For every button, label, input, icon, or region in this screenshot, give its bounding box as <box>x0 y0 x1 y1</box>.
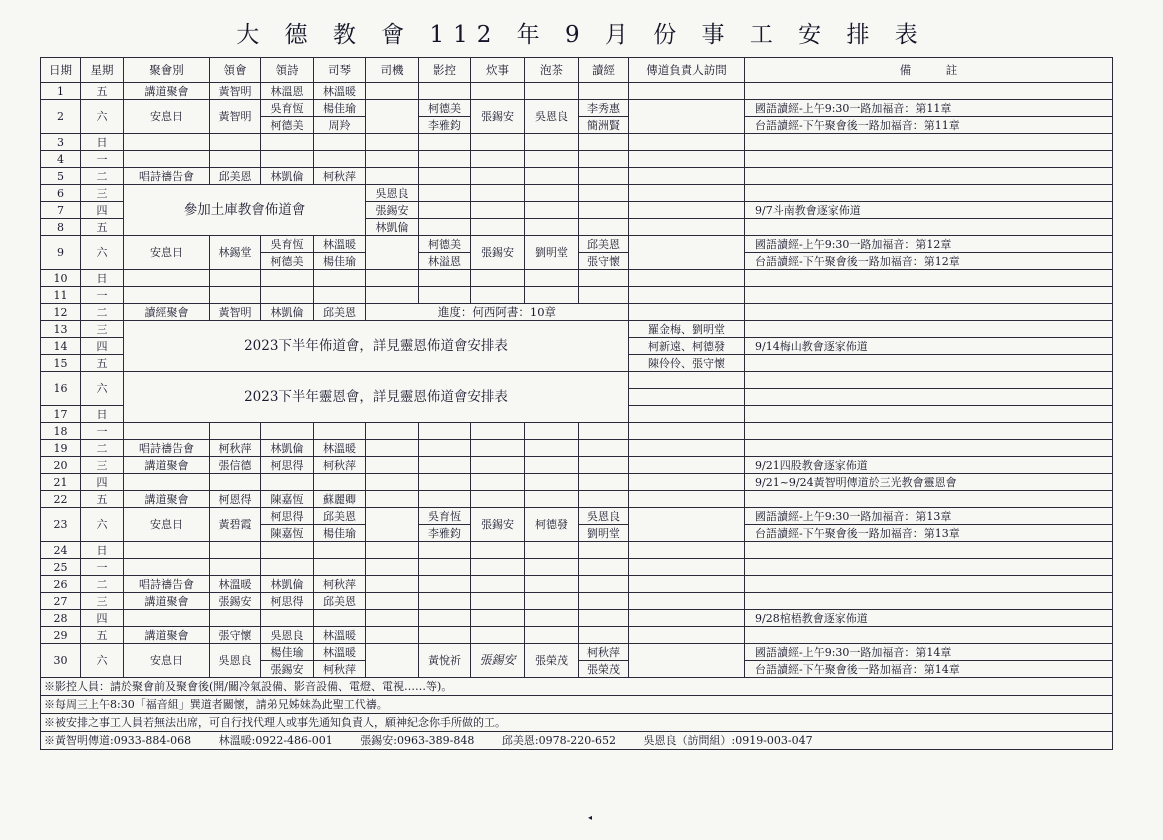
weekday-cell: 日 <box>81 542 124 559</box>
table-row <box>41 610 1113 627</box>
weekday-cell: 三 <box>81 457 124 474</box>
leader-cell: 張錫安 <box>210 593 261 610</box>
date-cell: 20 <box>41 457 81 474</box>
song-leader-cell: 吳育恆 <box>261 236 314 253</box>
meeting-cell: 安息日 <box>124 236 210 270</box>
table-row <box>41 304 1113 321</box>
date-cell: 21 <box>41 474 81 491</box>
date-cell: 15 <box>41 355 81 372</box>
cooking-cell: 張錫安 <box>471 644 525 678</box>
table-row <box>41 134 1113 151</box>
header-row <box>41 58 1113 83</box>
note-cell: 9/21~9/24黃智明傳道於三光教會靈恩會 <box>745 474 1113 491</box>
date-cell: 5 <box>41 168 81 185</box>
col-header-driver: 司機 <box>366 58 419 83</box>
weekday-cell: 五 <box>81 627 124 644</box>
av-cell: 黃悅祈 <box>419 644 471 678</box>
weekday-cell: 一 <box>81 287 124 304</box>
note-cell: 9/21四股教會逐家佈道 <box>745 457 1113 474</box>
merged-event-cell: 參加土庫教會佈道會 <box>124 185 366 236</box>
weekday-cell: 一 <box>81 151 124 168</box>
date-cell: 9 <box>41 236 81 270</box>
date-cell: 19 <box>41 440 81 457</box>
date-cell: 24 <box>41 542 81 559</box>
date-cell: 13 <box>41 321 81 338</box>
table-row <box>41 457 1113 474</box>
contact-item: 吳恩良（訪問組）:0919-003-047 <box>643 734 813 747</box>
weekday-cell: 三 <box>81 593 124 610</box>
weekday-cell: 四 <box>81 474 124 491</box>
song-leader-cell: 林凱倫 <box>261 440 314 457</box>
weekday-cell: 二 <box>81 440 124 457</box>
note-cell: 台語讀經-下午聚會後一路加福音：第11章 <box>745 117 1113 134</box>
meeting-cell: 唱詩禱告會 <box>124 440 210 457</box>
col-header-date: 日期 <box>41 58 81 83</box>
reading-cell: 劉明堂 <box>579 525 629 542</box>
table-row <box>41 287 1113 304</box>
table-row <box>41 474 1113 491</box>
song-leader-cell: 柯德美 <box>261 117 314 134</box>
pianist-cell: 楊佳瑜 <box>314 100 366 117</box>
song-leader-cell: 柯德美 <box>261 253 314 270</box>
av-cell: 李雅鈞 <box>419 525 471 542</box>
note-cell: 台語讀經-下午聚會後一路加福音：第14章 <box>745 661 1113 678</box>
table-row <box>41 270 1113 287</box>
contact-item: 林溫暖:0922-486-001 <box>218 734 333 747</box>
col-header-reading: 讀經 <box>579 58 629 83</box>
contact-item: ※黃智明傳道:0933-884-068 <box>44 734 192 747</box>
song-leader-cell: 柯思得 <box>261 457 314 474</box>
table-row <box>41 168 1113 185</box>
song-leader-cell: 林凱倫 <box>261 168 314 185</box>
footer-row <box>41 696 1113 714</box>
weekday-cell: 六 <box>81 372 124 406</box>
av-cell: 吳育恆 <box>419 508 471 525</box>
meeting-cell: 唱詩禱告會 <box>124 576 210 593</box>
weekday-cell: 日 <box>81 270 124 287</box>
date-cell: 27 <box>41 593 81 610</box>
col-header-cooking: 炊事 <box>471 58 525 83</box>
table-row <box>41 236 1113 253</box>
table-row <box>41 542 1113 559</box>
footer-contacts <box>41 732 1113 750</box>
weekday-cell: 一 <box>81 423 124 440</box>
song-leader-cell: 張錫安 <box>261 661 314 678</box>
pianist-cell: 林溫暖 <box>314 83 366 100</box>
song-leader-cell: 吳恩良 <box>261 627 314 644</box>
reading-cell: 張守懷 <box>579 253 629 270</box>
date-cell: 18 <box>41 423 81 440</box>
table-row <box>41 423 1113 440</box>
weekday-cell: 三 <box>81 321 124 338</box>
date-cell: 16 <box>41 372 81 406</box>
tea-cell: 劉明堂 <box>525 236 579 270</box>
col-header-weekday: 星期 <box>81 58 124 83</box>
date-cell: 14 <box>41 338 81 355</box>
driver-cell: 張錫安 <box>366 202 419 219</box>
weekday-cell: 日 <box>81 406 124 423</box>
date-cell: 2 <box>41 100 81 134</box>
table-row <box>41 151 1113 168</box>
note-cell: 9/14梅山教會逐家佈道 <box>745 338 1113 355</box>
pianist-cell: 林溫暖 <box>314 236 366 253</box>
av-cell: 林溢恩 <box>419 253 471 270</box>
song-leader-cell: 吳育恆 <box>261 100 314 117</box>
note-cell: 台語讀經-下午聚會後一路加福音：第13章 <box>745 525 1113 542</box>
col-header-visit: 傳道負責人訪問 <box>629 58 745 83</box>
song-leader-cell: 陳嘉恆 <box>261 525 314 542</box>
note-cell: 9/28棺梧教會逐家佈道 <box>745 610 1113 627</box>
weekday-cell: 日 <box>81 134 124 151</box>
date-cell: 23 <box>41 508 81 542</box>
note-cell: 9/7斗南教會逐家佈道 <box>745 202 1113 219</box>
date-cell: 6 <box>41 185 81 202</box>
table-row <box>41 372 1113 389</box>
weekday-cell: 五 <box>81 355 124 372</box>
table-row <box>41 185 1113 202</box>
weekday-cell: 二 <box>81 304 124 321</box>
pianist-cell: 周羚 <box>314 117 366 134</box>
pianist-cell: 林溫暖 <box>314 627 366 644</box>
table-row <box>41 100 1113 117</box>
reading-cell: 吳恩良 <box>579 508 629 525</box>
pianist-cell: 邱美恩 <box>314 508 366 525</box>
table-row <box>41 83 1113 100</box>
leader-cell: 柯恩得 <box>210 491 261 508</box>
col-header-notes: 備 註 <box>745 58 1113 83</box>
table-row <box>41 491 1113 508</box>
leader-cell: 黃智明 <box>210 100 261 134</box>
cooking-cell: 張錫安 <box>471 100 525 134</box>
meeting-cell: 講道聚會 <box>124 627 210 644</box>
meeting-cell: 安息日 <box>124 644 210 678</box>
leader-cell: 吳恩良 <box>210 644 261 678</box>
note-cell: 國語讀經-上午9:30一路加福音：第11章 <box>745 100 1113 117</box>
driver-cell: 林凱倫 <box>366 219 419 236</box>
pianist-cell: 蘇麗卿 <box>314 491 366 508</box>
meeting-cell: 講道聚會 <box>124 593 210 610</box>
note-cell: 國語讀經-上午9:30一路加福音：第13章 <box>745 508 1113 525</box>
song-leader-cell: 柯思得 <box>261 593 314 610</box>
date-cell: 10 <box>41 270 81 287</box>
pianist-cell: 楊佳瑜 <box>314 525 366 542</box>
table-row <box>41 644 1113 661</box>
weekday-cell: 六 <box>81 100 124 134</box>
cooking-cell: 張錫安 <box>471 236 525 270</box>
av-cell: 李雅鈞 <box>419 117 471 134</box>
date-cell: 11 <box>41 287 81 304</box>
leader-cell: 張信德 <box>210 457 261 474</box>
note-cell: 國語讀經-上午9:30一路加福音：第12章 <box>745 236 1113 253</box>
tea-cell: 吳恩良 <box>525 100 579 134</box>
reading-cell: 柯秋萍 <box>579 644 629 661</box>
weekday-cell: 四 <box>81 338 124 355</box>
page-title: 大 德 教 會 112 年 9 月 份 事 工 安 排 表 <box>236 22 927 48</box>
pianist-cell: 林溫暖 <box>314 440 366 457</box>
song-leader-cell: 林凱倫 <box>261 576 314 593</box>
col-header-av: 影控 <box>419 58 471 83</box>
footer-row <box>41 678 1113 696</box>
col-header-pianist: 司琴 <box>314 58 366 83</box>
pianist-cell: 邱美恩 <box>314 304 366 321</box>
pianist-cell: 柯秋萍 <box>314 168 366 185</box>
col-header-tea: 泡茶 <box>525 58 579 83</box>
meeting-cell: 講道聚會 <box>124 491 210 508</box>
meeting-cell: 安息日 <box>124 508 210 542</box>
contact-item: 張錫安:0963-389-848 <box>360 734 475 747</box>
merged-event-cell: 2023下半年靈恩會，詳見靈恩佈道會安排表 <box>124 372 629 423</box>
date-cell: 29 <box>41 627 81 644</box>
meeting-cell: 讀經聚會 <box>124 304 210 321</box>
meeting-cell: 唱詩禱告會 <box>124 168 210 185</box>
footer-note-av: ※影控人員：請於聚會前及聚會後(開/關冷氣設備、影音設備、電燈、電視……等)。 <box>41 678 1113 696</box>
leader-cell: 黃碧霞 <box>210 508 261 542</box>
date-cell: 4 <box>41 151 81 168</box>
date-cell: 26 <box>41 576 81 593</box>
table-row <box>41 576 1113 593</box>
footer-note-wednesday: ※每周三上午8:30「福音組」巽道者關懷，請弟兄姊妹為此聖工代禱。 <box>41 696 1113 714</box>
weekday-cell: 一 <box>81 559 124 576</box>
weekday-cell: 四 <box>81 202 124 219</box>
table-row <box>41 559 1113 576</box>
weekday-cell: 五 <box>81 83 124 100</box>
tea-cell: 張榮茂 <box>525 644 579 678</box>
pianist-cell: 柯秋萍 <box>314 457 366 474</box>
meeting-cell: 講道聚會 <box>124 83 210 100</box>
weekday-cell: 五 <box>81 491 124 508</box>
leader-cell: 黃智明 <box>210 304 261 321</box>
visit-cell: 柯新遠、柯德發 <box>629 338 745 355</box>
note-cell: 國語讀經-上午9:30一路加福音：第14章 <box>745 644 1113 661</box>
date-cell: 17 <box>41 406 81 423</box>
song-leader-cell: 楊佳瑜 <box>261 644 314 661</box>
footer-row <box>41 732 1113 750</box>
weekday-cell: 六 <box>81 644 124 678</box>
weekday-cell: 六 <box>81 508 124 542</box>
visit-cell: 羅金梅、劉明堂 <box>629 321 745 338</box>
col-header-song-leader: 領詩 <box>261 58 314 83</box>
footer-row <box>41 714 1113 732</box>
pianist-cell: 柯秋萍 <box>314 576 366 593</box>
driver-cell: 吳恩良 <box>366 185 419 202</box>
pianist-cell: 楊佳瑜 <box>314 253 366 270</box>
date-cell: 3 <box>41 134 81 151</box>
table-row <box>41 508 1113 525</box>
reading-cell: 李秀惠 <box>579 100 629 117</box>
date-cell: 25 <box>41 559 81 576</box>
page-mark: ◂ <box>588 813 593 822</box>
footer-note-substitute: ※被安排之事工人員若無法出席，可自行找代理人或事先通知負責人，願神紀念你手所做的工。 <box>41 714 1113 732</box>
merged-event-cell: 2023下半年佈道會，詳見靈恩佈道會安排表 <box>124 321 629 372</box>
weekday-cell: 二 <box>81 576 124 593</box>
song-leader-cell: 陳嘉恆 <box>261 491 314 508</box>
song-leader-cell: 林溫恩 <box>261 83 314 100</box>
leader-cell: 林錫堂 <box>210 236 261 270</box>
contact-item: 邱美恩:0978-220-652 <box>501 734 616 747</box>
visit-cell: 陳伶伶、張守懷 <box>629 355 745 372</box>
date-cell: 8 <box>41 219 81 236</box>
weekday-cell: 三 <box>81 185 124 202</box>
date-cell: 28 <box>41 610 81 627</box>
reading-cell: 簡洲賢 <box>579 117 629 134</box>
date-cell: 30 <box>41 644 81 678</box>
meeting-cell: 講道聚會 <box>124 457 210 474</box>
table-row <box>41 593 1113 610</box>
schedule-table <box>40 57 1113 750</box>
date-cell: 1 <box>41 83 81 100</box>
table-row <box>41 440 1113 457</box>
progress-cell: 進度：何西阿書：10章 <box>366 304 629 321</box>
leader-cell: 柯秋萍 <box>210 440 261 457</box>
leader-cell: 黃智明 <box>210 83 261 100</box>
weekday-cell: 五 <box>81 219 124 236</box>
av-cell: 柯德美 <box>419 236 471 253</box>
weekday-cell: 四 <box>81 610 124 627</box>
reading-cell: 邱美恩 <box>579 236 629 253</box>
date-cell: 7 <box>41 202 81 219</box>
av-cell: 柯德美 <box>419 100 471 117</box>
pianist-cell: 邱美恩 <box>314 593 366 610</box>
leader-cell: 林溫暖 <box>210 576 261 593</box>
pianist-cell: 林溫暖 <box>314 644 366 661</box>
weekday-cell: 六 <box>81 236 124 270</box>
reading-cell: 張榮茂 <box>579 661 629 678</box>
table-row <box>41 321 1113 338</box>
cooking-cell: 張錫安 <box>471 508 525 542</box>
col-header-meeting: 聚會別 <box>124 58 210 83</box>
table-row <box>41 627 1113 644</box>
date-cell: 12 <box>41 304 81 321</box>
col-header-leader: 領會 <box>210 58 261 83</box>
leader-cell: 張守懷 <box>210 627 261 644</box>
meeting-cell: 安息日 <box>124 100 210 134</box>
song-leader-cell: 林凱倫 <box>261 304 314 321</box>
note-cell: 台語讀經-下午聚會後一路加福音：第12章 <box>745 253 1113 270</box>
pianist-cell: 柯秋萍 <box>314 661 366 678</box>
date-cell: 22 <box>41 491 81 508</box>
leader-cell: 邱美恩 <box>210 168 261 185</box>
weekday-cell: 二 <box>81 168 124 185</box>
tea-cell: 柯德發 <box>525 508 579 542</box>
song-leader-cell: 柯思得 <box>261 508 314 525</box>
